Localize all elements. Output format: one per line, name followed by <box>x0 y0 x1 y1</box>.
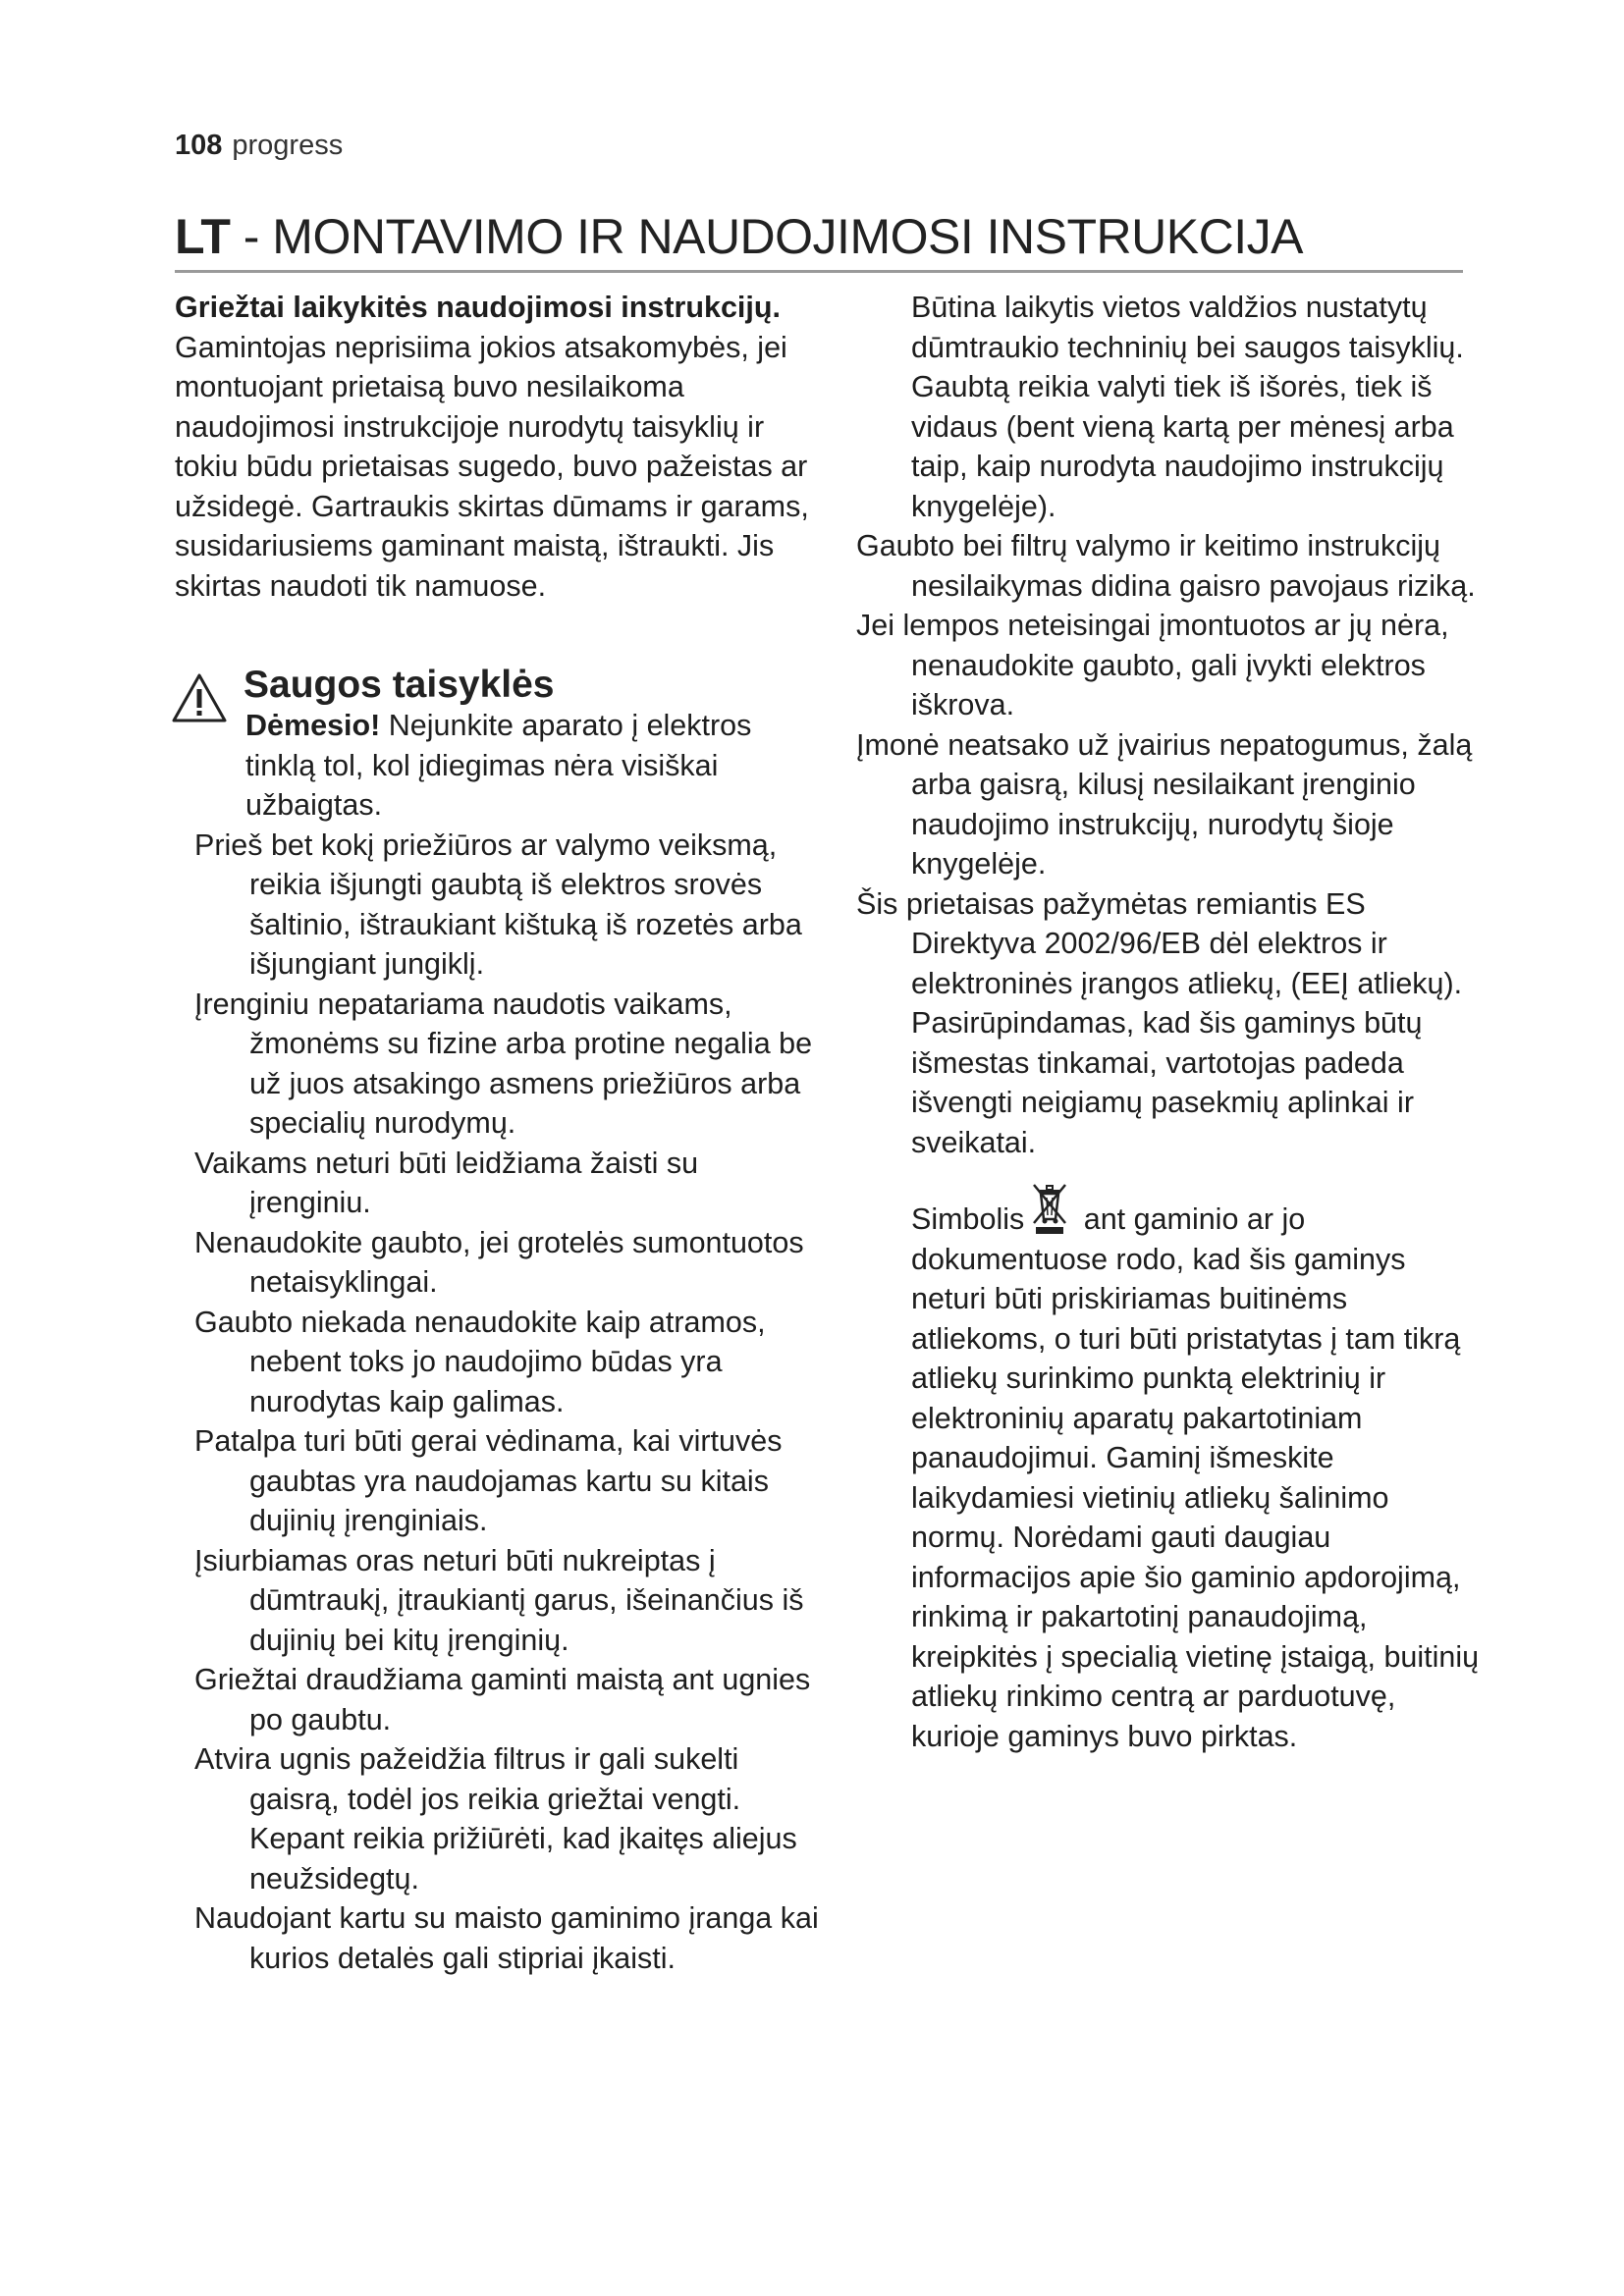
simbolis-text: ant gaminio ar jo dokumentuose rodo, kad šis gaminys neturi būti priskiriamas buitinėms atliekoms, o turi būti pristatytas į tam tikrą atliekų surinkimo punktą elektrinių ir elektroninių aparatų pakartotiniam panaudojimui. Gaminį išmeskite laikydamiesi vietinių atliekų šalinimo normų. Norėdami gauti daugiau informacijos apie šio gaminio apdorojimą, rinkimą ir pakartotinį panaudojimą, kreipkitės į specialią vietinę įstaigą, buitinių atliekų rinkimo centrą ar parduotuvę, kurioje gaminys buvo pirktas. <box>911 1202 1480 1753</box>
safety-item: Griežtai draudžiama gaminti maistą ant ugnies po gaubtu. <box>194 1663 811 1736</box>
right-item: Jei lempos neteisingai įmontuotos ar jų nėra, nenaudokite gaubto, gali įvykti elektros iškrova. <box>856 609 1449 721</box>
safety-item: Įrenginiu nepatariama naudotis vaikams, žmonėms su fizine arba protine negalia be už juos atsakingo asmens priežiūros arba specialių nurodymų. <box>194 987 813 1140</box>
attention-paragraph <box>175 706 823 826</box>
left-column <box>175 288 823 1978</box>
page-number: 108 <box>175 130 223 161</box>
title-text: - MONTAVIMO IR NAUDOJIMOSI INSTRUKCIJA <box>230 209 1303 264</box>
safety-heading <box>175 661 823 706</box>
safety-item: Patalpa turi būti gerai vėdinama, kai virtuvės gaubtas yra naudojamas kartu su kitais dujinių įrenginiais. <box>194 1424 783 1537</box>
page-header <box>175 130 343 162</box>
safety-item: Nenaudokite gaubto, jei grotelės sumontuotos netaisyklingai. <box>194 1225 804 1299</box>
continuation-paragraph: Būtina laikytis vietos valdžios nustatytų dūmtraukio techninių bei saugos taisyklių. <box>911 291 1464 364</box>
safety-item: Naudojant kartu su maisto gaminimo įranga kai kurios detalės gali stipriai įkaisti. <box>194 1901 819 1975</box>
safety-item: Vaikams neturi būti leidžiama žaisti su įrenginiu. <box>194 1146 699 1219</box>
right-item: Gaubto bei filtrų valymo ir keitimo instrukcijų nesilaikymas didina gaisro pavojaus riziką. <box>856 529 1476 603</box>
safety-title: Saugos taisyklės <box>244 664 555 706</box>
continuation-paragraph: Gaubtą reikia valyti tiek iš išorės, tiek iš vidaus (bent vieną kartą per mėnesį arba taip, kaip nurodyta naudojimo instrukcijų knygelėje). <box>911 370 1454 523</box>
safety-item: Įsiurbiamas oras neturi būti nukreiptas į dūmtraukį, įtraukiantį garus, išeinančius iš dujinių bei kitų įrenginių. <box>194 1543 804 1657</box>
weee-paragraph <box>911 1182 1485 1756</box>
safety-item: Gaubto niekada nenaudokite kaip atramos, nebent toks jo naudojimo būdas yra nurodytas kaip galimas. <box>194 1305 766 1418</box>
attention-bold: Dėmesio! <box>245 709 381 742</box>
intro-bold: Griežtai laikykitės naudojimosi instrukcijų. <box>175 291 781 324</box>
attention-text: Nejunkite aparato į elektros tinklą tol, kol įdiegimas nėra visiškai užbaigtas. <box>245 709 752 822</box>
language-code: LT <box>175 209 231 264</box>
page-title <box>175 208 1303 265</box>
right-item: Šis prietaisas pažymėtas remiantis ES Direktyva 2002/96/EB dėl elektros ir elektroninės įrangos atliekų, (EEĮ atliekų). Pasirūpindamas, kad šis gaminys būtų išmestas tinkamai, vartotojas padeda išvengti neigiamų pasekmių aplinkai ir sveikatai. <box>856 886 1463 1159</box>
brand-name: progress <box>232 130 344 161</box>
title-divider <box>175 270 1463 273</box>
right-item: Įmonė neatsako už įvairius nepatogumus, žalą arba gaisrą, kilusį nesilaikant įrenginio naudojimo instrukcijų, nurodytų šioje knygelėje. <box>856 727 1473 881</box>
crossed-out-bin-icon <box>1030 1182 1069 1235</box>
intro-paragraph <box>175 288 823 606</box>
safety-item-sub: Kepant reikia prižiūrėti, kad įkaitęs aliejus neužsidegtų. <box>249 1822 797 1896</box>
warning-triangle-icon <box>171 672 228 725</box>
safety-item: Atvira ugnis pažeidžia filtrus ir gali sukelti gaisrą, todėl jos reikia griežtai vengti. <box>194 1742 741 1816</box>
right-column <box>856 288 1485 1756</box>
intro-text: Gamintojas neprisiima jokios atsakomybės, jei montuojant prietaisą buvo nesilaikoma naudojimosi instrukcijoje nurodytų taisyklių ir tokiu būdu prietaisas sugedo, buvo pažeistas ar užsidegė. Gartraukis skirtas dūmams ir garams, susidariusiems gaminant maistą, ištraukti. Jis skirtas naudoti tik namuose. <box>175 330 809 603</box>
safety-item: Prieš bet kokį priežiūros ar valymo veiksmą, reikia išjungti gaubtą iš elektros srovės šaltinio, ištraukiant kištuką iš rozetės arba išjungiant jungiklį. <box>194 828 802 981</box>
simbolis-label: Simbolis <box>911 1202 1025 1236</box>
